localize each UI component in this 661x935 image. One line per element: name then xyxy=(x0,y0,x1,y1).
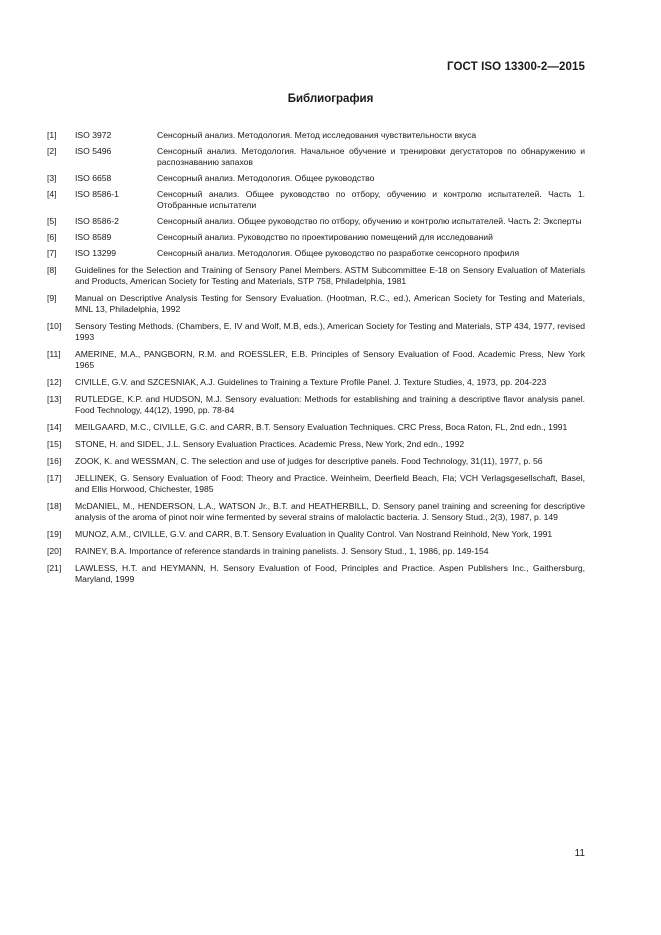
reference-number: [19] xyxy=(47,529,62,539)
reference-number: [18] xyxy=(47,501,62,511)
reference-item xyxy=(47,248,585,259)
reference-item xyxy=(47,293,585,315)
page-number: 11 xyxy=(574,848,585,859)
reference-text: JELLINEK, G. Sensory Evaluation of Food: Theory and Practice. Weinheim, Deerfield Beach, Fla; VCH Verlagsgesellschaft, Basel, and Ellis Horwood, Chichester, 1985 xyxy=(75,473,585,494)
reference-number: [5] xyxy=(47,216,57,226)
reference-number: [4] xyxy=(47,189,57,199)
reference-item xyxy=(47,146,585,168)
reference-text: Сенсорный анализ. Методология. Общее руководство по разработке сенсорного профиля xyxy=(157,248,520,258)
reference-text: AMERINE, M.A., PANGBORN, R.M. and ROESSLER, E.B. Principles of Sensory Evaluation of Food. Academic Press, New York 1965 xyxy=(75,349,585,370)
reference-item xyxy=(47,349,585,371)
reference-text: MUNOZ, A.M., CIVILLE, G.V. and CARR, B.T. Sensory Evaluation in Quality Control. Van Nostrand Reinhold, New York, 1991 xyxy=(75,529,553,539)
reference-text: ZOOK, K. and WESSMAN, C. The selection and use of judges for descriptive panels. Food Technology, 31(11), 1977, p. 56 xyxy=(75,456,543,466)
reference-item xyxy=(47,563,585,585)
reference-text: Сенсорный анализ. Методология. Начальное обучение и тренировки дегустаторов по обнаружению и распознаванию запахов xyxy=(157,146,585,167)
page-title: Библиография xyxy=(287,93,374,105)
reference-number: [10] xyxy=(47,321,62,331)
reference-text: Сенсорный анализ. Методология. Метод исследования чувствительности вкуса xyxy=(157,130,477,140)
reference-item xyxy=(47,232,585,243)
reference-number: [8] xyxy=(47,265,57,275)
reference-standard: ISO 6658 xyxy=(75,173,112,183)
reference-text: LAWLESS, H.T. and HEYMANN, H. Sensory Evaluation of Food, Principles and Practice. Aspen Publishers Inc., Gaithersburg, Maryland, 1999 xyxy=(75,563,585,584)
reference-text: Sensory Testing Methods. (Chambers, E. IV and Wolf, M.B, eds.), American Society for Testing and Materials, STP 434, 1977, revised 1993 xyxy=(75,321,585,342)
reference-number: [21] xyxy=(47,563,62,573)
bibliography-list xyxy=(47,124,585,585)
reference-item xyxy=(47,173,585,184)
reference-item xyxy=(47,529,585,540)
reference-number: [20] xyxy=(47,546,62,556)
reference-number: [16] xyxy=(47,456,62,466)
reference-item xyxy=(47,321,585,343)
reference-item xyxy=(47,265,585,287)
reference-text: RAINEY, B.A. Importance of reference standards in training panelists. J. Sensory Stud., 1, 1986, pp. 149-154 xyxy=(75,546,489,556)
reference-number: [2] xyxy=(47,146,57,156)
reference-text: McDANIEL, M., HENDERSON, L.A., WATSON Jr., B.T. and HEATHERBILL, D. Sensory panel training and screening for descriptive analysis of the aroma of pinot noir wine fermented by several strains of malolactic bacteria. J. Sensory Stud., 2(3), 1987, p. 149 xyxy=(75,501,585,522)
reference-item xyxy=(47,456,585,467)
reference-text: Сенсорный анализ. Общее руководство по отбору, обучению и контролю испытателей. Часть 1. Отобранные испытатели xyxy=(157,189,585,210)
document-code: ГОСТ ISO 13300-2—2015 xyxy=(447,61,585,73)
reference-number: [6] xyxy=(47,232,57,242)
reference-standard: ISO 3972 xyxy=(75,130,112,140)
reference-number: [12] xyxy=(47,377,62,387)
reference-standard: ISO 8586-1 xyxy=(75,189,119,199)
reference-item xyxy=(47,189,585,211)
reference-item xyxy=(47,394,585,416)
reference-number: [17] xyxy=(47,473,62,483)
reference-standard: ISO 8586-2 xyxy=(75,216,119,226)
reference-item xyxy=(47,422,585,433)
reference-text: Guidelines for the Selection and Training of Sensory Panel Members. ASTM Subcommittee E-18 on Sensory Evaluation of Materials and Products, American Society for Testing and Materials, STP 758, Philadelphia, 1981 xyxy=(75,265,585,286)
reference-standard: ISO 13299 xyxy=(75,248,117,258)
reference-text: Сенсорный анализ. Руководство по проектированию помещений для исследований xyxy=(157,232,493,242)
reference-text: CIVILLE, G.V. and SZCESNIAK, A.J. Guidelines to Training a Texture Profile Panel. J. Texture Studies, 4, 1973, pp. 204-223 xyxy=(75,377,547,387)
reference-number: [13] xyxy=(47,394,62,404)
reference-number: [11] xyxy=(47,349,61,359)
reference-standard: ISO 5496 xyxy=(75,146,112,156)
reference-text: MEILGAARD, M.C., CIVILLE, G.C. and CARR, B.T. Sensory Evaluation Techniques. CRC Press, Boca Raton, FL, 2nd edn., 1991 xyxy=(75,422,568,432)
reference-number: [7] xyxy=(47,248,57,258)
reference-item xyxy=(47,501,585,523)
reference-text: Сенсорный анализ. Методология. Общее руководство xyxy=(157,173,375,183)
reference-item xyxy=(47,130,585,141)
reference-number: [1] xyxy=(47,130,57,140)
reference-item xyxy=(47,439,585,450)
reference-item xyxy=(47,473,585,495)
reference-number: [14] xyxy=(47,422,62,432)
reference-number: [9] xyxy=(47,293,57,303)
reference-item xyxy=(47,546,585,557)
reference-text: RUTLEDGE, K.P. and HUDSON, M.J. Sensory evaluation: Methods for establishing and training a descriptive flavor analysis panel. Food Technology, 44(12), 1990, pp. 78-84 xyxy=(75,394,585,415)
reference-item xyxy=(47,216,585,227)
reference-number: [3] xyxy=(47,173,57,183)
reference-text: Сенсорный анализ. Общее руководство по отбору, обучению и контролю испытателей. Часть 2: Эксперты xyxy=(157,216,582,226)
reference-text: Manual on Descriptive Analysis Testing for Sensory Evaluation. (Hootman, R.C., ed.), American Society for Testing and Materials, MNL 13, Philadelphia, 1992 xyxy=(75,293,585,314)
reference-standard: ISO 8589 xyxy=(75,232,112,242)
reference-number: [15] xyxy=(47,439,62,449)
reference-text: STONE, H. and SIDEL, J.L. Sensory Evaluation Practices. Academic Press, New York, 2nd edn., 1992 xyxy=(75,439,465,449)
reference-item xyxy=(47,377,585,388)
